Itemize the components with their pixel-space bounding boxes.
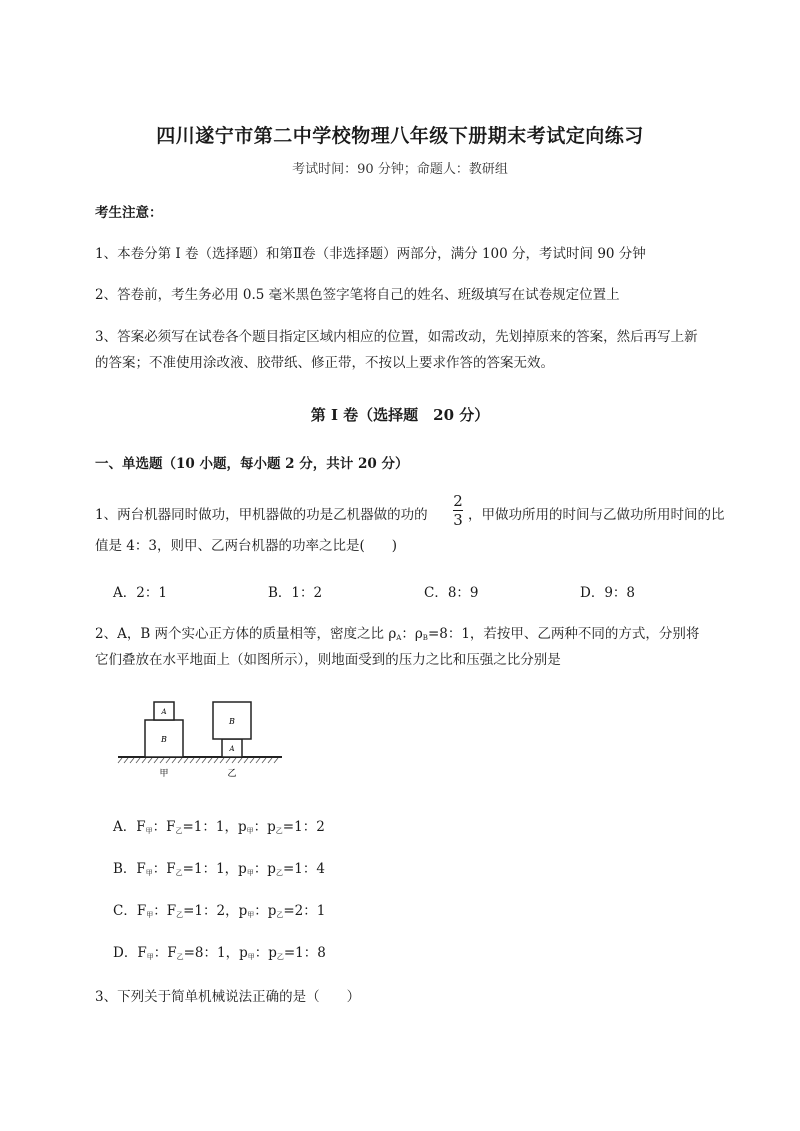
yi-block-a-label: A: [229, 745, 235, 753]
q2-b-end: =1：4: [282, 861, 325, 877]
q2-b-m3: ：p: [253, 861, 276, 877]
q2-a-sub4: 乙: [275, 827, 283, 835]
rho-separator: ：ρ: [401, 626, 423, 642]
note-item-2: 2、答卷前，考生务必用 0.5 毫米黑色签字笔将自己的姓名、班级填写在试卷规定位置上: [95, 287, 620, 303]
exam-subtitle: 考试时间：90 分钟；命题人：教研组: [292, 162, 508, 177]
q2-d-m2: =8：1，p: [183, 945, 248, 961]
q2-c-f: C．F: [113, 903, 147, 919]
q2-line1: [95, 622, 699, 650]
q2-d-sub4: 乙: [276, 953, 284, 961]
q3-text: 3、下列关于简单机械说法正确的是（ ）: [95, 989, 361, 1005]
note-item-3-cont: 的答案；不准使用涂改液、胶带纸、修正带，不按以上要求作答的答案无效。: [95, 355, 554, 371]
q2-b-sub1: 甲: [145, 869, 153, 877]
q2-b-sub3: 甲: [246, 869, 254, 877]
q2-option-d[interactable]: [113, 941, 326, 962]
q2-option-c[interactable]: [113, 899, 325, 920]
q2-a-m2: =1：1，p: [182, 819, 247, 835]
q2-c-m1: ：F: [153, 903, 177, 919]
q2-b-m1: ：F: [152, 861, 176, 877]
q1-text-c: 值是 4：3，则甲、乙两台机器的功率之比是( ): [95, 538, 398, 554]
q2-c-sub4: 乙: [276, 911, 284, 919]
q2-d-m1: ：F: [153, 945, 177, 961]
q2-option-a[interactable]: [113, 815, 325, 836]
q1-option-c[interactable]: C．8：9: [424, 585, 479, 601]
q2-figure: [110, 695, 290, 785]
ground-hatch: [118, 758, 278, 763]
q2-a-sub2: 乙: [175, 827, 183, 835]
q1-frac-denominator: 3: [453, 511, 463, 529]
q2-a-m3: ：p: [253, 819, 276, 835]
q2-a-m1: ：F: [152, 819, 176, 835]
group-title: 一、单选题（10 小题，每小题 2 分，共计 20 分）: [95, 456, 409, 472]
q1-text-a: 1、两台机器同时做功，甲机器做的功是乙机器做的功的: [95, 507, 428, 523]
notes-heading: 考生注意：: [95, 205, 163, 221]
exam-title: 四川遂宁市第二中学校物理八年级下册期末考试定向练习: [156, 125, 644, 147]
q2-c-sub2: 乙: [176, 911, 184, 919]
q2-c-end: =2：1: [283, 903, 326, 919]
q1-option-a[interactable]: A．2：1: [113, 585, 167, 601]
q2-option-b[interactable]: [113, 857, 325, 878]
q2-b-f: B．F: [113, 861, 146, 877]
q2-b-sub4: 乙: [275, 869, 283, 877]
label-jia: 甲: [159, 769, 169, 779]
q2-c-sub3: 甲: [247, 911, 255, 919]
q2-line1-text: 2、A，B 两个实心正方体的质量相等，密度之比 ρ: [95, 626, 397, 642]
q1-option-d[interactable]: D．9：8: [580, 585, 636, 601]
note-item-1: 1、本卷分第 I 卷（选择题）和第Ⅱ卷（非选择题）两部分，满分 100 分，考试时间 90 分钟: [95, 246, 646, 262]
q2-line2: 它们叠放在水平地面上（如图所示），则地面受到的压力之比和压强之比分别是: [95, 652, 561, 668]
jia-block-b-label: B: [161, 735, 167, 744]
jia-block-a-label: A: [161, 708, 167, 716]
q2-a-f: A．F: [113, 819, 146, 835]
note-item-3: 3、答案必须写在试卷各个题目指定区域内相应的位置，如需改动，先划掉原来的答案，然后再写上新: [95, 329, 698, 345]
section-title: 第 I 卷（选择题 20 分）: [310, 406, 490, 424]
q2-c-m2: =1：2，p: [183, 903, 248, 919]
q2-a-end: =1：2: [282, 819, 325, 835]
q2-b-m2: =1：1，p: [182, 861, 247, 877]
q2-a-sub3: 甲: [246, 827, 254, 835]
q2-d-end: =1：8: [283, 945, 326, 961]
q1-text-b: ，甲做功所用的时间与乙做功所用时间的比: [468, 507, 725, 523]
q2-d-f: D．F: [113, 945, 147, 961]
yi-block-b-label: B: [229, 717, 235, 726]
q1-fraction: [451, 493, 465, 528]
q2-c-m3: ：p: [254, 903, 277, 919]
q2-d-m3: ：p: [254, 945, 277, 961]
q2-b-sub2: 乙: [175, 869, 183, 877]
q1-option-b[interactable]: B．1：2: [268, 585, 323, 601]
q1-frac-numerator: 2: [453, 492, 463, 510]
q2-d-sub1: 甲: [146, 953, 154, 961]
q2-c-sub1: 甲: [146, 911, 154, 919]
q2-d-sub2: 乙: [176, 953, 184, 961]
rho-b-subscript: B: [422, 634, 428, 642]
q2-a-sub1: 甲: [145, 827, 153, 835]
q2-d-sub3: 甲: [247, 953, 255, 961]
q2-line1-rest: =8：1，若按甲、乙两种不同的方式，分别将: [427, 626, 700, 642]
rho-a-subscript: A: [396, 634, 402, 642]
label-yi: 乙: [227, 769, 237, 779]
